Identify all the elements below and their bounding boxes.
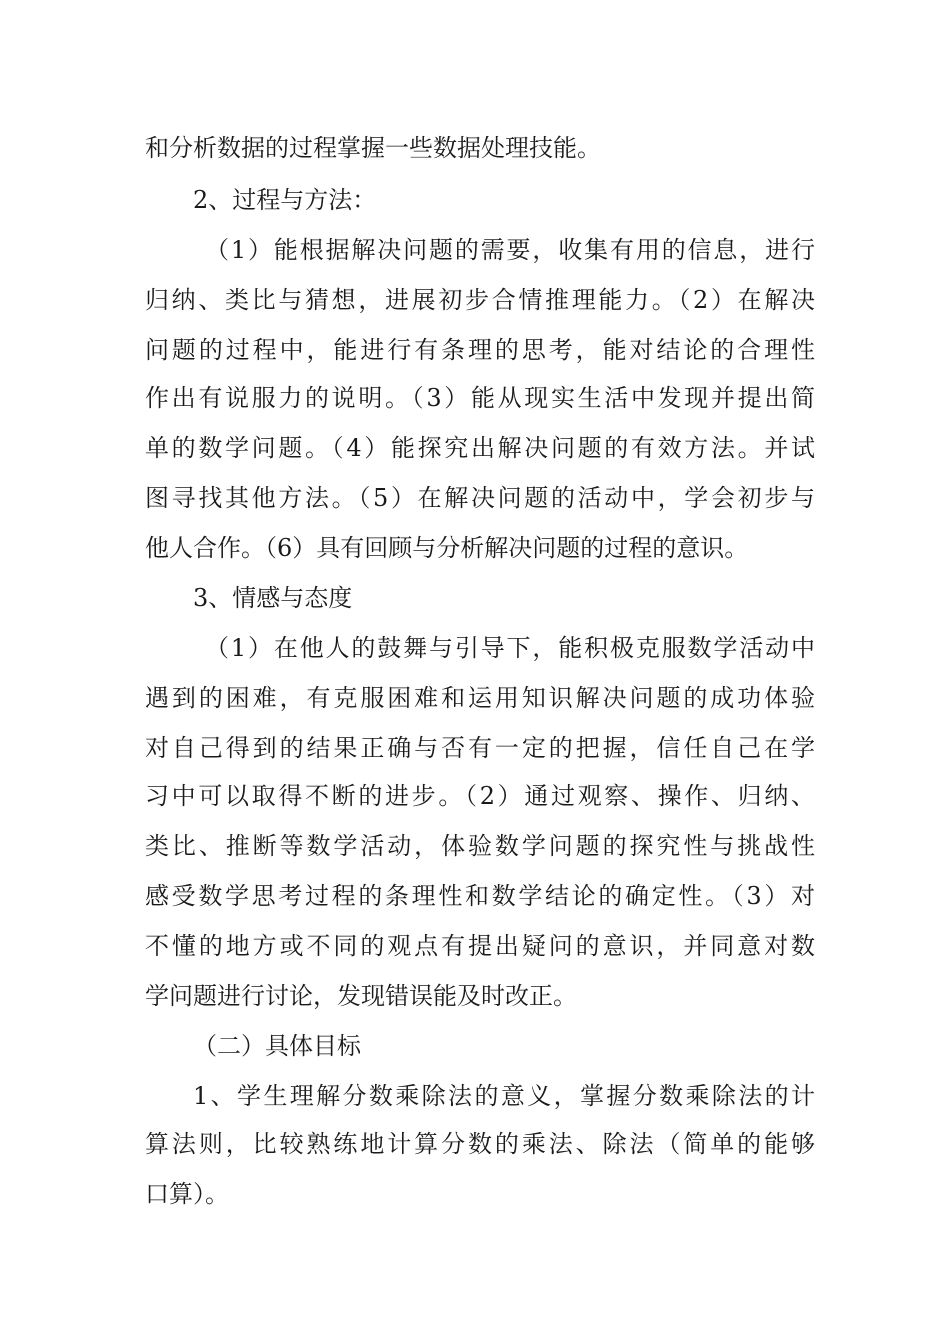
section-heading: 2、过程与方法： (193, 186, 377, 214)
text-line: 学问题进行讨论，发现错误能及时改正。 (145, 982, 577, 1010)
text-line: （1）能根据解决问题的需要，收集有用的信息，进行 (205, 236, 815, 264)
text-line: 遇到的困难，有克服困难和运用知识解决问题的成功体验 (145, 684, 815, 712)
text-line: 对自己得到的结果正确与否有一定的把握，信任自己在学 (145, 734, 815, 762)
text-line: 感受数学思考过程的条理性和数学结论的确定性。（3）对 (145, 882, 815, 910)
section-heading: （二）具体目标 (193, 1032, 361, 1060)
text-line: 1、学生理解分数乘除法的意义，掌握分数乘除法的计 (193, 1082, 815, 1110)
text-line: 习中可以取得不断的进步。（2）通过观察、操作、归纳、 (145, 782, 815, 810)
text-line: 图寻找其他方法。（5）在解决问题的活动中，学会初步与 (145, 484, 815, 512)
text-line: 和分析数据的过程掌握一些数据处理技能。 (145, 134, 601, 162)
text-line: 类比、推断等数学活动，体验数学问题的探究性与挑战性 (145, 832, 815, 860)
text-line: 不懂的地方或不同的观点有提出疑问的意识，并同意对数 (145, 932, 815, 960)
text-line: 归纳、类比与猜想，进展初步合情推理能力。（2）在解决 (145, 286, 815, 314)
section-heading: 3、情感与态度 (193, 584, 353, 612)
text-line: 单的数学问题。（4）能探究出解决问题的有效方法。并试 (145, 434, 815, 462)
text-line: （1）在他人的鼓舞与引导下，能积极克服数学活动中 (205, 634, 815, 662)
text-line: 他人合作。（6）具有回顾与分析解决问题的过程的意识。 (145, 534, 749, 562)
text-line: 口算）。 (145, 1180, 229, 1208)
text-line: 算法则，比较熟练地计算分数的乘法、除法（简单的能够 (145, 1130, 815, 1158)
text-line: 作出有说服力的说明。（3）能从现实生活中发现并提出简 (145, 384, 815, 412)
text-line: 问题的过程中，能进行有条理的思考，能对结论的合理性 (145, 336, 815, 364)
